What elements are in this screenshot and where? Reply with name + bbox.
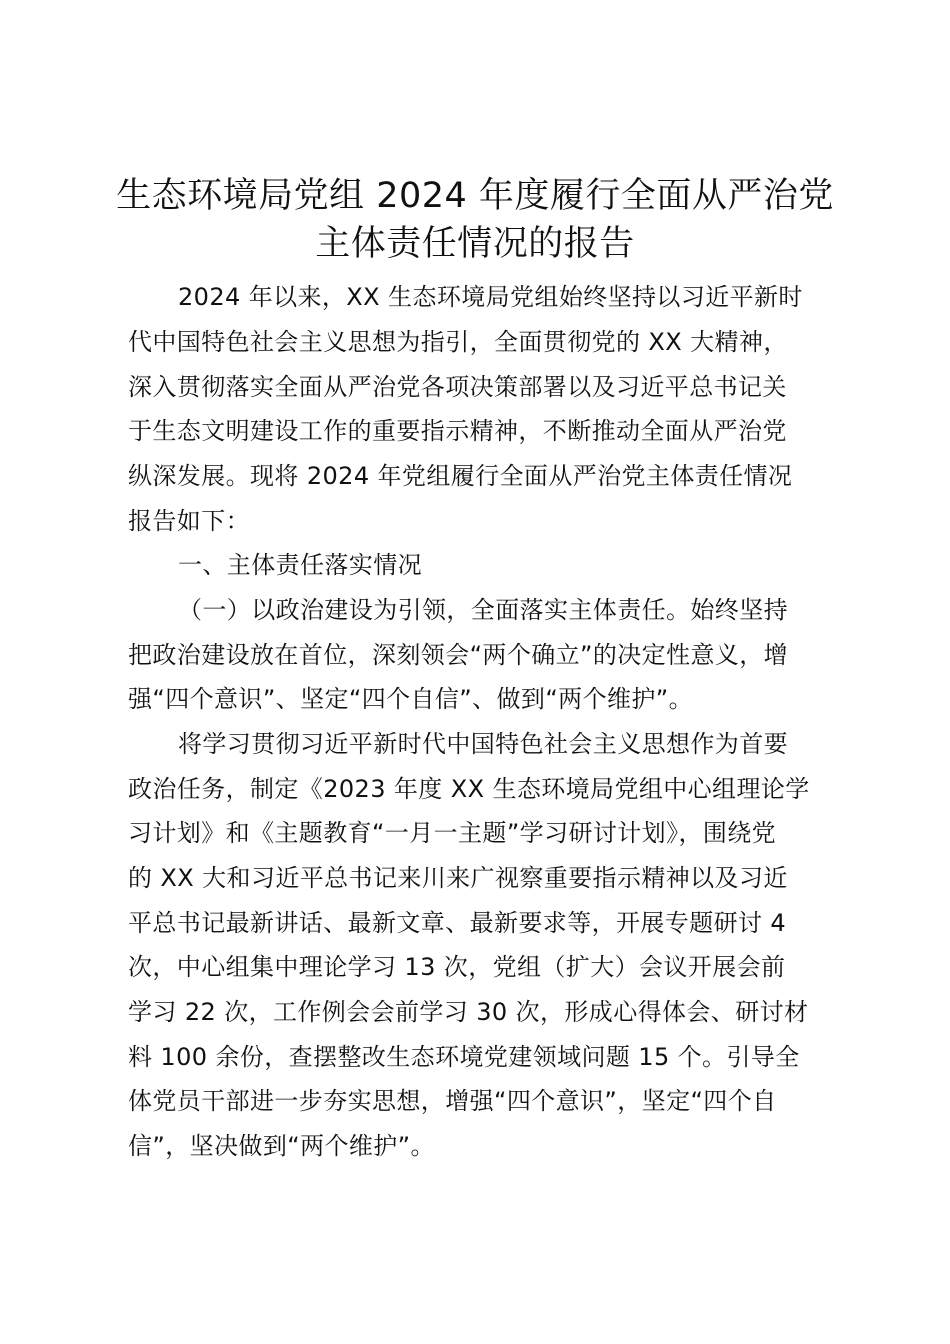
paragraph-line: 报告如下： bbox=[128, 507, 250, 535]
document-title-line-1: 生态环境局党组 2024 年度履行全面从严治党 bbox=[116, 176, 834, 216]
paragraph-line: 体党员干部进一步夯实思想，增强“四个意识”，坚定“四个自 bbox=[128, 1087, 777, 1115]
paragraph-line: 将学习贯彻习近平新时代中国特色社会主义思想作为首要 bbox=[178, 730, 788, 758]
paragraph-line: 政治任务，制定《2023 年度 XX 生态环境局党组中心组理论学 bbox=[128, 775, 810, 803]
paragraph-line: 信”，坚决做到“两个维护”。 bbox=[128, 1132, 435, 1160]
paragraph-line: 学习 22 次，工作例会会前学习 30 次，形成心得体会、研讨材 bbox=[128, 998, 809, 1026]
paragraph-line: 的 XX 大和习近平总书记来川来广视察重要指示精神以及习近 bbox=[128, 864, 788, 892]
document-title-line-2: 主体责任情况的报告 bbox=[315, 224, 635, 264]
paragraph-line: （一）以政治建设为引领，全面落实主体责任。始终坚持 bbox=[178, 596, 788, 624]
paragraph-line: 次，中心组集中理论学习 13 次，党组（扩大）会议开展会前 bbox=[128, 953, 786, 981]
paragraph-line: 代中国特色社会主义思想为指引，全面贯彻党的 XX 大精神， bbox=[128, 328, 788, 356]
paragraph-line: 于生态文明建设工作的重要指示精神，不断推动全面从严治党 bbox=[128, 417, 787, 445]
section-heading: 一、主体责任落实情况 bbox=[178, 551, 422, 579]
paragraph-line: 强“四个意识”、坚定“四个自信”、做到“两个维护”。 bbox=[128, 685, 693, 713]
paragraph-line: 料 100 余份，查摆整改生态环境党建领域问题 15 个。引导全 bbox=[128, 1043, 800, 1071]
paragraph-line: 2024 年以来，XX 生态环境局党组始终坚持以习近平新时 bbox=[178, 283, 803, 311]
paragraph-line: 深入贯彻落实全面从严治党各项决策部署以及习近平总书记关 bbox=[128, 373, 787, 401]
paragraph-line: 习计划》和《主题教育“一月一主题”学习研讨计划》，围绕党 bbox=[128, 819, 777, 847]
paragraph-line: 平总书记最新讲话、最新文章、最新要求等，开展专题研讨 4 bbox=[128, 909, 787, 937]
paragraph-line: 纵深发展。现将 2024 年党组履行全面从严治党主体责任情况 bbox=[128, 462, 793, 490]
paragraph-line: 把政治建设放在首位，深刻领会“两个确立”的决定性意义，增 bbox=[128, 641, 789, 669]
